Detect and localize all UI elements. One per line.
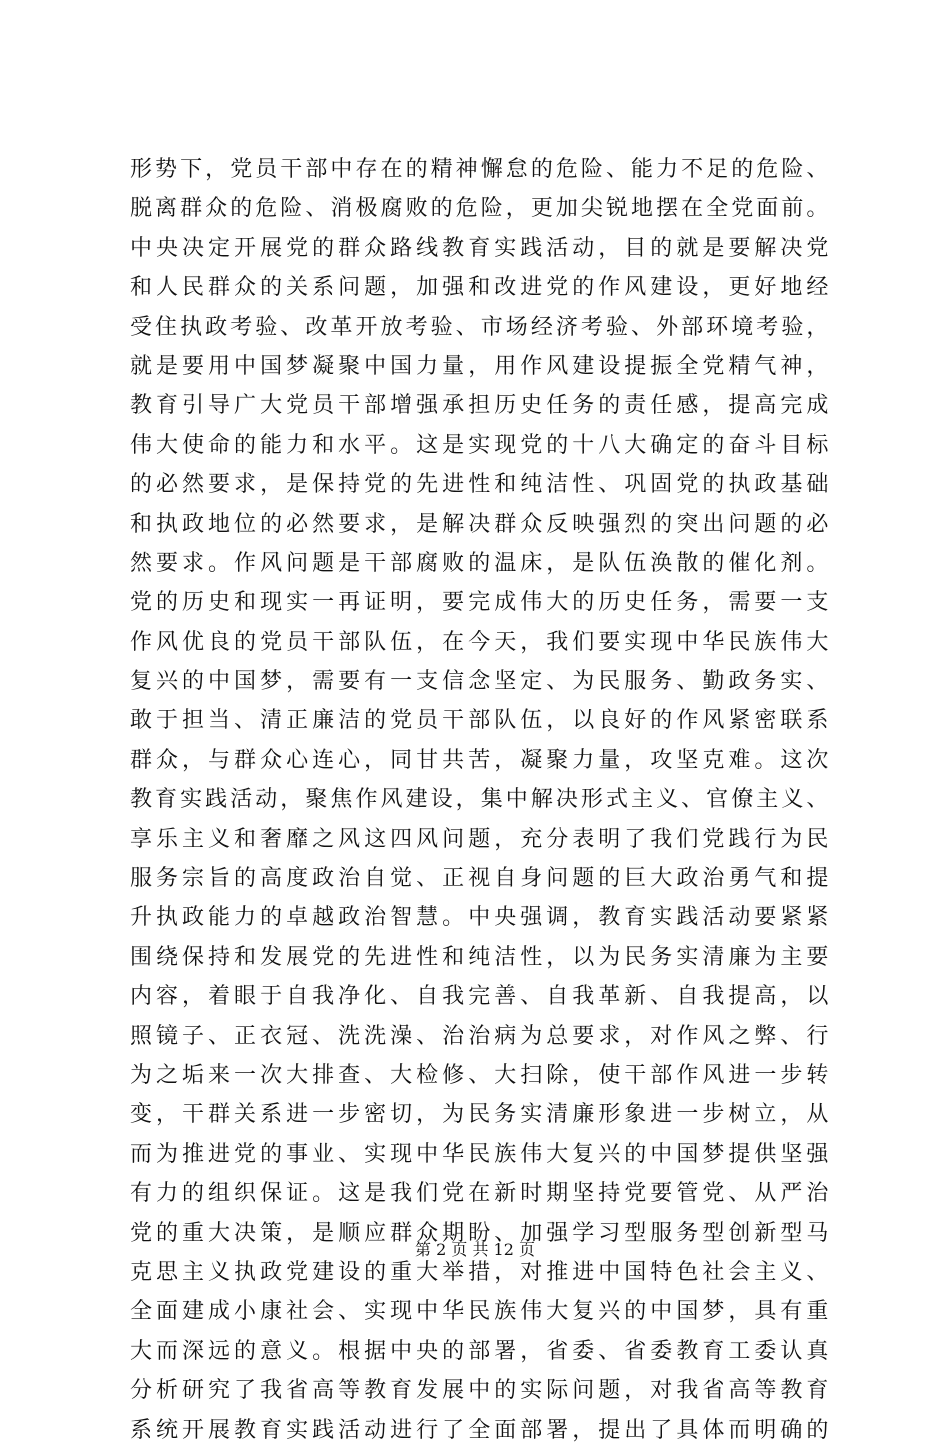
text-line: 内容，着眼于自我净化、自我完善、自我革新、自我提高，以	[130, 984, 830, 1010]
text-line: 分析研究了我省高等教育发展中的实际问题，对我省高等教育	[130, 1378, 830, 1404]
text-line: 伟大使命的能力和水平。这是实现党的十八大确定的奋斗目标	[130, 432, 830, 458]
text-line: 和执政地位的必然要求，是解决群众反映强烈的突出问题的必	[130, 511, 830, 537]
text-line: 全面建成小康社会、实现中华民族伟大复兴的中国梦，具有重	[130, 1299, 830, 1325]
text-line: 党的重大决策，是顺应群众期盼、加强学习型服务型创新型马	[130, 1220, 830, 1246]
text-line: 教育引导广大党员干部增强承担历史任务的责任感，提高完成	[130, 393, 830, 419]
text-line: 围绕保持和发展党的先进性和纯洁性，以为民务实清廉为主要	[130, 944, 830, 970]
text-line: 变，干群关系进一步密切，为民务实清廉形象进一步树立，从	[130, 1102, 830, 1128]
text-line: 服务宗旨的高度政治自觉、正视自身问题的巨大政治勇气和提	[130, 866, 830, 892]
text-line: 群众，与群众心连心，同甘共苦，凝聚力量，攻坚克难。这次	[130, 747, 830, 773]
text-line: 大而深远的意义。根据中央的部署，省委、省委教育工委认真	[130, 1338, 830, 1364]
text-line: 敢于担当、清正廉洁的党员干部队伍，以良好的作风紧密联系	[130, 708, 830, 734]
text-line: 享乐主义和奢靡之风这四风问题，充分表明了我们党践行为民	[130, 826, 830, 852]
page-footer: 第 2 页 共 12 页	[415, 1240, 535, 1259]
text-line: 脱离群众的危险、消极腐败的危险，更加尖锐地摆在全党面前。	[130, 196, 830, 222]
text-line: 就是要用中国梦凝聚中国力量，用作风建设提振全党精气神，	[130, 353, 830, 379]
text-line: 作风优良的党员干部队伍，在今天，我们要实现中华民族伟大	[130, 629, 830, 655]
text-line: 系统开展教育实践活动进行了全面部署，提出了具体而明确的	[130, 1417, 830, 1443]
text-line: 复兴的中国梦，需要有一支信念坚定、为民服务、勤政务实、	[130, 669, 830, 695]
text-line: 有力的组织保证。这是我们党在新时期坚持党要管党、从严治	[130, 1181, 830, 1207]
text-line: 升执政能力的卓越政治智慧。中央强调，教育实践活动要紧紧	[130, 905, 830, 931]
text-line: 然要求。作风问题是干部腐败的温床，是队伍涣散的催化剂。	[130, 550, 830, 576]
text-line: 形势下，党员干部中存在的精神懈怠的危险、能力不足的危险、	[130, 157, 830, 182]
text-line: 照镜子、正衣冠、洗洗澡、治治病为总要求，对作风之弊、行	[130, 1023, 830, 1049]
text-line: 受住执政考验、改革开放考验、市场经济考验、外部环境考验，	[130, 314, 830, 340]
text-line: 党的历史和现实一再证明，要完成伟大的历史任务，需要一支	[130, 590, 830, 616]
text-line: 中央决定开展党的群众路线教育实践活动，目的就是要解决党	[130, 235, 830, 261]
text-line: 和人民群众的关系问题，加强和改进党的作风建设，更好地经	[130, 275, 830, 301]
text-line: 克思主义执政党建设的重大举措，对推进中国特色社会主义、	[130, 1259, 830, 1285]
text-line: 教育实践活动，聚焦作风建设，集中解决形式主义、官僚主义、	[130, 787, 830, 813]
text-line: 而为推进党的事业、实现中华民族伟大复兴的中国梦提供坚强	[130, 1141, 830, 1167]
text-line: 为之垢来一次大排查、大检修、大扫除，使干部作风进一步转	[130, 1062, 830, 1088]
text-line: 的必然要求，是保持党的先进性和纯洁性、巩固党的执政基础	[130, 472, 830, 498]
